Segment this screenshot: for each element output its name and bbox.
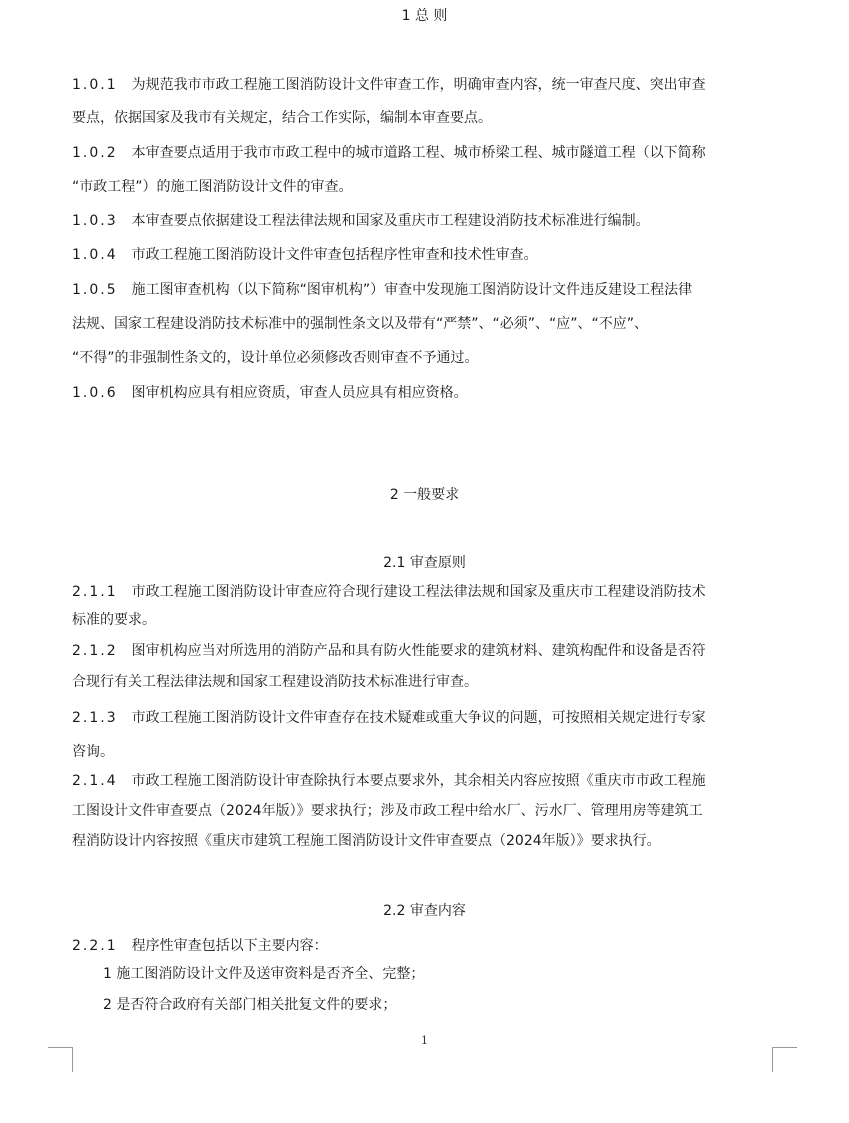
heading-section-2-1: 2.1 审查原则 xyxy=(383,555,466,571)
clause-number: 2.1.4 xyxy=(72,773,118,789)
clause-number: 2.1.1 xyxy=(72,584,118,600)
heading-section-1: 1 总 则 xyxy=(401,8,448,24)
clause-text: 本审查要点依据建设工程法律法规和国家及重庆市工程建设消防技术标准进行编制。 xyxy=(131,213,650,229)
crop-mark-left xyxy=(48,1047,73,1072)
clause-number: 1.0.1 xyxy=(72,77,118,93)
para-2-1-2-line-2: 合现行有关工程法律法规和国家工程建设消防技术标准进行审查。 xyxy=(72,674,478,690)
clause-text: 程序性审查包括以下主要内容： xyxy=(131,938,328,954)
clause-number: 1.0.5 xyxy=(72,282,118,298)
para-1-0-2-line-1 xyxy=(72,143,706,163)
clause-text: 市政工程施工图消防设计文件审查包括程序性审查和技术性审查。 xyxy=(131,247,538,263)
crop-mark-right xyxy=(772,1047,797,1072)
clause-text: 市政工程施工图消防设计审查除执行本要点要求外，其余相关内容应按照《重庆市市政工程施 xyxy=(131,773,706,789)
list-item: 2 是否符合政府有关部门相关批复文件的要求； xyxy=(103,997,397,1013)
clause-text: 为规范我市市政工程施工图消防设计文件审查工作，明确审查内容，统一审查尺度、突出审查 xyxy=(131,77,706,93)
para-1-0-1-line-1 xyxy=(72,75,706,95)
para-1-0-1-line-2: 要点，依据国家及我市有关规定，结合工作实际，编制本审查要点。 xyxy=(72,110,492,126)
clause-text: 市政工程施工图消防设计审查应符合现行建设工程法律法规和国家及重庆市工程建设消防技术 xyxy=(131,584,706,600)
clause-text: 图审机构应当对所选用的消防产品和具有防火性能要求的建筑材料、建筑构配件和设备是否符 xyxy=(131,643,706,659)
heading-section-2-2: 2.2 审查内容 xyxy=(383,903,466,919)
para-1-0-6 xyxy=(72,383,468,403)
clause-number: 1.0.6 xyxy=(72,385,118,401)
para-2-1-2-line-1 xyxy=(72,641,706,661)
para-1-0-4 xyxy=(72,245,538,265)
clause-number: 1.0.3 xyxy=(72,213,118,229)
para-2-1-1-line-1 xyxy=(72,582,706,602)
clause-number: 2.1.3 xyxy=(72,710,118,726)
clause-text: 图审机构应具有相应资质，审查人员应具有相应资格。 xyxy=(131,385,468,401)
para-2-1-4-line-3: 程消防设计内容按照《重庆市建筑工程施工图消防设计文件审查要点（2024年版）》要求执行。 xyxy=(72,833,661,849)
para-2-1-4-line-1 xyxy=(72,771,706,791)
page-number: 1 xyxy=(421,1034,428,1047)
clause-number: 1.0.2 xyxy=(72,145,118,161)
para-2-1-1-line-2: 标准的要求。 xyxy=(72,612,156,628)
para-2-1-3-line-2: 咨询。 xyxy=(72,744,114,760)
clause-text: 施工图审查机构（以下简称“图审机构”）审查中发现施工图消防设计文件违反建设工程法律 xyxy=(131,282,693,298)
heading-section-2: 2 一般要求 xyxy=(389,487,460,503)
para-2-1-4-line-2: 工图设计文件审查要点（2024年版）》要求执行；涉及市政工程中给水厂、污水厂、管理用房等建筑工 xyxy=(72,803,703,819)
para-2-2-1 xyxy=(72,936,328,956)
para-1-0-5-line-3: “不得”的非强制性条文的，设计单位必须修改否则审查不予通过。 xyxy=(72,350,479,366)
clause-number: 1.0.4 xyxy=(72,247,118,263)
para-1-0-2-line-2: “市政工程”）的施工图消防设计文件的审查。 xyxy=(72,179,353,195)
para-1-0-3 xyxy=(72,211,650,231)
para-2-1-3-line-1 xyxy=(72,708,706,728)
clause-text: 市政工程施工图消防设计文件审查存在技术疑难或重大争议的问题，可按照相关规定进行专家 xyxy=(131,710,706,726)
clause-number: 2.1.2 xyxy=(72,643,118,659)
para-1-0-5-line-2: 法规、国家工程建设消防技术标准中的强制性条文以及带有“严禁”、“必须”、“应”、“不应”、 xyxy=(72,316,649,332)
clause-text: 本审查要点适用于我市市政工程中的城市道路工程、城市桥梁工程、城市隧道工程（以下简称 xyxy=(131,145,706,161)
clause-number: 2.2.1 xyxy=(72,938,118,954)
list-item: 1 施工图消防设计文件及送审资料是否齐全、完整； xyxy=(103,966,425,982)
para-1-0-5-line-1 xyxy=(72,280,692,300)
